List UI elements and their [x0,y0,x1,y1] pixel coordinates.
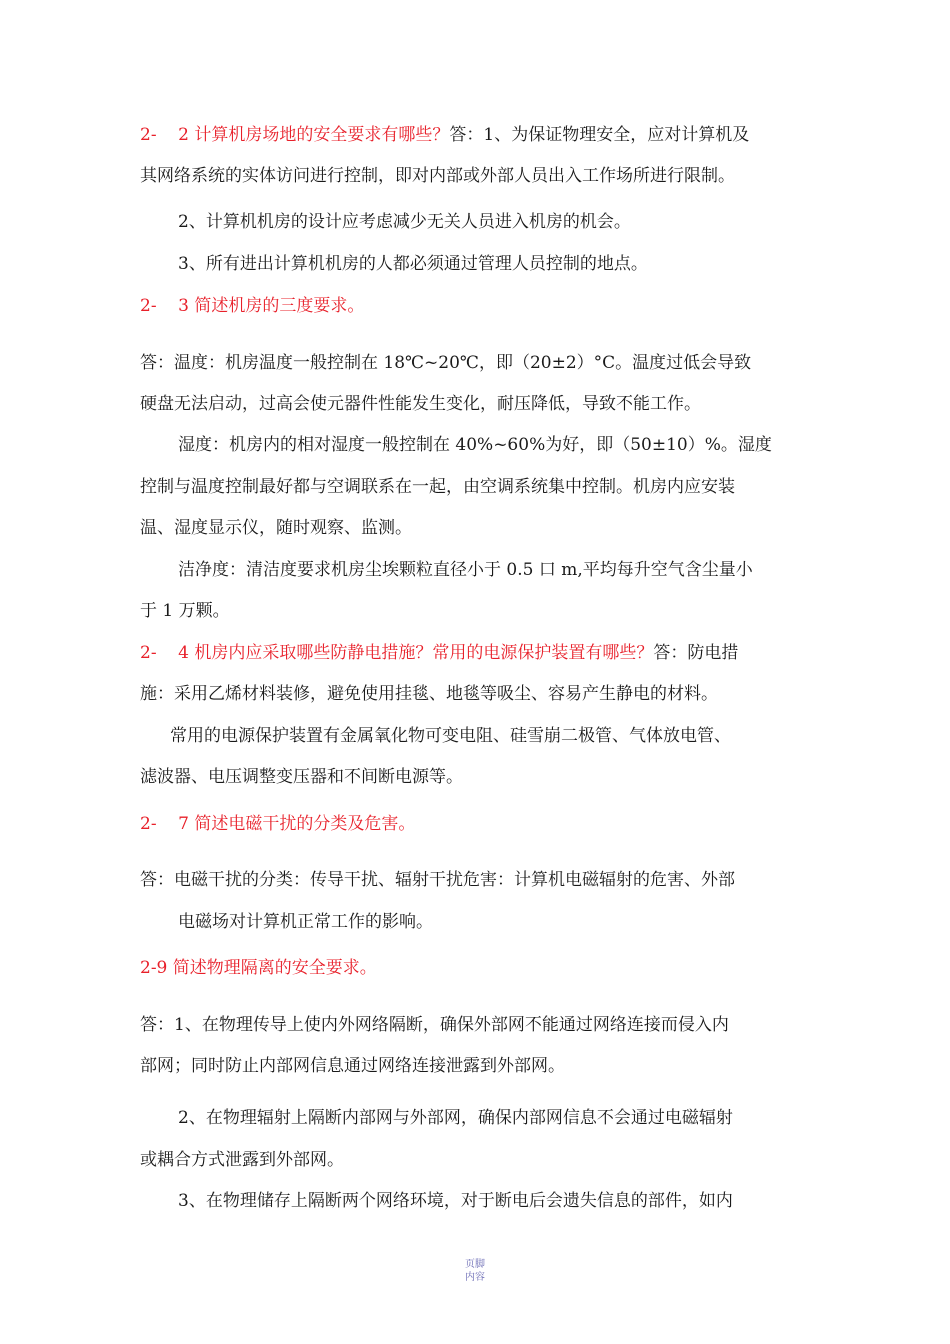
answer-line: 或耦合方式泄露到外部网。 [140,1150,344,1170]
question-2-4-heading: 2- 4 机房内应采取哪些防静电措施？常用的电源保护装置有哪些？ [140,643,654,663]
question-2-4-answer-start: 答：防电措 [653,643,739,663]
answer-line: 2、计算机机房的设计应考虑减少无关人员进入机房的机会。 [178,212,631,232]
question-2-2-line [140,127,749,144]
question-2-7-heading: 2- 7 简述电磁干扰的分类及危害。 [140,814,416,834]
answer-line: 答：温度：机房温度一般控制在 18℃~20℃，即（20±2）°C。温度过低会导致 [140,353,752,373]
answer-line: 3、在物理储存上隔断两个网络环境，对于断电后会遗失信息的部件，如内 [178,1191,733,1211]
answer-line: 常用的电源保护装置有金属氧化物可变电阻、硅雪崩二极管、气体放电管、 [170,726,731,746]
answer-line: 3、所有进出计算机机房的人都必须通过管理人员控制的地点。 [178,254,648,274]
question-2-2-heading: 2- 2 计算机房场地的安全要求有哪些？ [140,125,450,145]
answer-line: 电磁场对计算机正常工作的影响。 [178,912,433,932]
question-2-9-heading: 2-9 简述物理隔离的安全要求。 [140,958,377,978]
answer-line: 其网络系统的实体访问进行控制，即对内部或外部人员出入工作场所进行限制。 [140,166,735,186]
answer-line: 湿度：机房内的相对湿度一般控制在 40%~60%为好，即（50±10）%。湿度 [178,435,772,455]
answer-line: 于 1 万颗。 [140,601,230,621]
answer-line: 答：电磁干扰的分类：传导干扰、辐射干扰危害：计算机电磁辐射的危害、外部 [140,870,735,890]
answer-line: 硬盘无法启动，过高会使元器件性能发生变化，耐压降低，导致不能工作。 [140,394,701,414]
question-2-4-line [140,645,738,662]
page-footer [0,1258,950,1284]
answer-line: 滤波器、电压调整变压器和不间断电源等。 [140,767,463,787]
answer-line: 温、湿度显示仪，随时观察、监测。 [140,518,412,538]
answer-line: 答：1、在物理传导上使内外网络隔断，确保外部网不能通过网络连接而侵入内 [140,1015,729,1035]
answer-line: 施：采用乙烯材料装修，避免使用挂毯、地毯等吸尘、容易产生静电的材料。 [140,684,718,704]
answer-line: 控制与温度控制最好都与空调联系在一起，由空调系统集中控制。机房内应安装 [140,477,735,497]
question-2-3-heading: 2- 3 简述机房的三度要求。 [140,296,365,316]
footer-line-2: 内容 [465,1272,485,1283]
answer-line: 2、在物理辐射上隔断内部网与外部网，确保内部网信息不会通过电磁辐射 [178,1108,733,1128]
question-2-2-answer-start: 答：1、为保证物理安全，应对计算机及 [449,125,750,145]
answer-line: 部网；同时防止内部网信息通过网络连接泄露到外部网。 [140,1056,565,1076]
footer-line-1: 页脚 [465,1259,485,1270]
answer-line: 洁净度：清洁度要求机房尘埃颗粒直径小于 0.5 口 m,平均每升空气含尘量小 [178,560,753,580]
